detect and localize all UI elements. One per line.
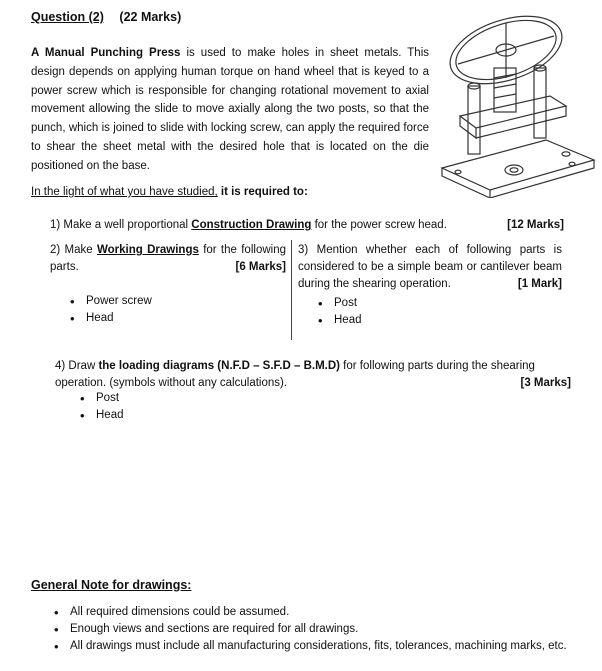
requirement-bold: it is required to: [217, 186, 308, 198]
column-divider [291, 240, 292, 340]
q3-text: 3) Mention whether each of following parts is considered to be a simple beam or cantilever beam during the shearing operation. [298, 244, 562, 290]
question-1 [50, 219, 564, 231]
list-item: • Head [314, 312, 362, 329]
hand-wheel [442, 8, 571, 96]
question-title [31, 10, 181, 24]
q2-pre: 2) Make [50, 244, 97, 256]
q1-post: for the power screw head. [311, 219, 447, 231]
q1-construction-drawing: Construction Drawing [191, 219, 312, 231]
requirement-underlined: In the light of what you have studied, [31, 186, 218, 198]
question-marks: (22 Marks) [119, 10, 182, 24]
list-item: • Head [66, 310, 152, 327]
punching-press-illustration [438, 8, 600, 198]
question-3 [298, 242, 562, 293]
list-item: • Enough views and sections are required for all drawings. [50, 621, 570, 638]
list-item: • Post [76, 390, 124, 407]
q2-working-drawings: Working Drawings [97, 244, 199, 256]
intro-bold: A Manual Punching Press [31, 47, 181, 59]
q4-pre: 4) Draw [55, 360, 99, 372]
intro-paragraph [31, 44, 429, 176]
q2-marks: [6 Marks] [235, 261, 286, 273]
list-item: • Post [314, 295, 362, 312]
requirement-heading [31, 186, 308, 198]
general-note-heading: General Note for drawings: [31, 578, 192, 592]
intro-text: is used to make holes in sheet metals. This design depends on applying human torque on hand wheel that is keyed to a power screw which is responsible for changing rotational movement to axial movement allowing the slide to move axially along the two posts, so that the punch, which is joined to slide with locking screw, can apply the required force to shear the sheet metal with the desired hole that is located on the die positioned on the base. [31, 47, 430, 172]
q2-post: for the following parts. [50, 244, 286, 273]
list-item: • All required dimensions could be assumed. [50, 604, 570, 621]
slide [460, 96, 566, 138]
list-item: • All drawings must include all manufacturing considerations, fits, tolerances, machining marks, etc. [50, 638, 570, 655]
question-2 [50, 242, 286, 276]
list-item: • Head [76, 407, 124, 424]
q4-marks: [3 Marks] [520, 376, 571, 389]
q4-line2: operation. (symbols without any calculations). [55, 376, 288, 389]
q2-list [66, 293, 152, 327]
q3-marks: [1 Mark] [517, 278, 562, 290]
general-note-list [50, 604, 570, 655]
q3-list [314, 295, 362, 329]
base [442, 140, 594, 198]
question-4 [55, 358, 571, 391]
q4-post: for following parts during the shearing [339, 360, 535, 372]
q1-pre: 1) Make a well proportional [50, 219, 192, 231]
posts [468, 65, 546, 154]
q4-bold: the loading diagrams (N.F.D – S.F.D – B.M.D) [98, 360, 340, 372]
question-number: Question (2) [31, 10, 104, 24]
q4-list [76, 390, 124, 424]
q1-marks: [12 Marks] [507, 219, 564, 231]
list-item: • Power screw [66, 293, 152, 310]
